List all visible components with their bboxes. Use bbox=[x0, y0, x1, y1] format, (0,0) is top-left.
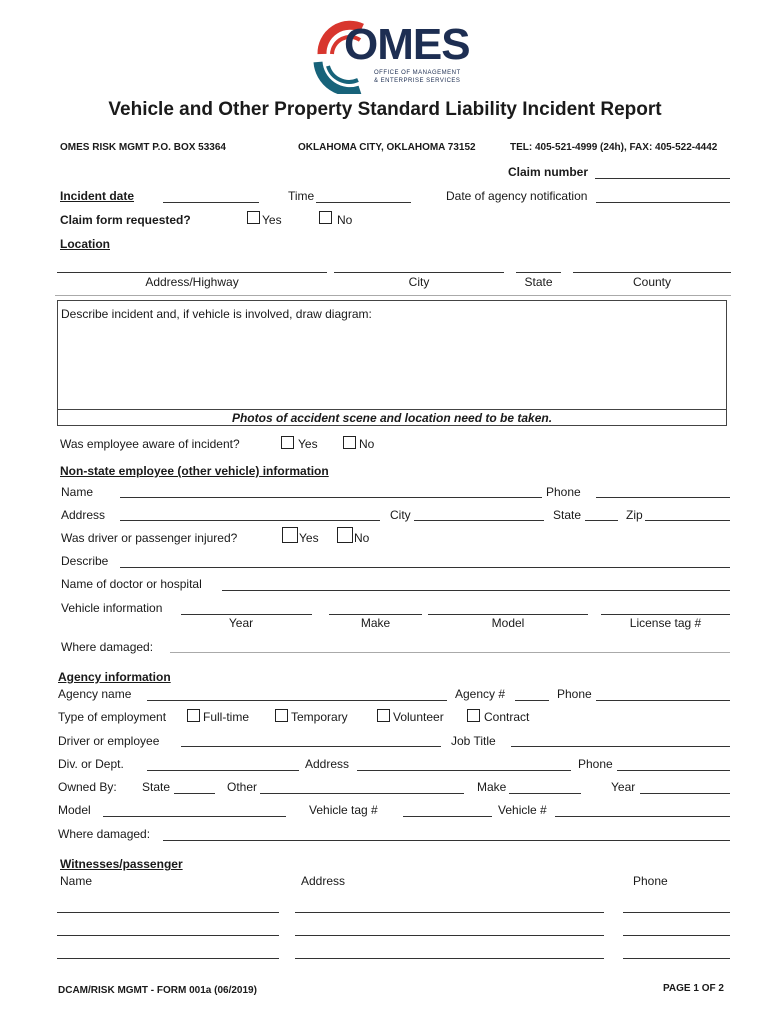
employment-type-label: Type of employment bbox=[58, 710, 167, 724]
non-state-heading: Non-state employee (other vehicle) information bbox=[60, 464, 329, 478]
witness-2-name-field[interactable] bbox=[57, 935, 279, 936]
temporary-label: Temporary bbox=[291, 710, 348, 724]
driver-employee-field[interactable] bbox=[181, 746, 441, 747]
driver-employee-label: Driver or employee bbox=[58, 734, 160, 748]
address-highway-label: Address/Highway bbox=[145, 275, 239, 289]
witness-1-phone-field[interactable] bbox=[623, 912, 730, 913]
volunteer-checkbox[interactable] bbox=[377, 709, 390, 722]
incident-time-label: Time bbox=[288, 189, 315, 203]
agency-damaged-field[interactable] bbox=[163, 840, 730, 841]
agency-year-field[interactable] bbox=[640, 793, 730, 794]
location-label: Location bbox=[60, 237, 110, 251]
injured-no-checkbox[interactable] bbox=[337, 527, 353, 543]
owned-other-field[interactable] bbox=[260, 793, 464, 794]
page-number: PAGE 1 OF 2 bbox=[663, 983, 724, 994]
vehicle-info-label: Vehicle information bbox=[61, 601, 163, 615]
incident-date-field[interactable] bbox=[163, 202, 259, 203]
non-state-name-field[interactable] bbox=[120, 497, 542, 498]
agency-phone-field[interactable] bbox=[596, 700, 730, 701]
location-city-label: City bbox=[408, 275, 430, 289]
agency-address-field[interactable] bbox=[357, 770, 571, 771]
non-state-state-label: State bbox=[553, 508, 582, 522]
agency-phone-label: Phone bbox=[557, 687, 592, 701]
vehicle-number-field[interactable] bbox=[555, 816, 730, 817]
volunteer-label: Volunteer bbox=[393, 710, 444, 724]
logo-tagline-1: OFFICE OF MANAGEMENT bbox=[374, 70, 461, 76]
claim-number-label: Claim number bbox=[508, 165, 589, 179]
agency-number-field[interactable] bbox=[515, 700, 549, 701]
witnesses-heading: Witnesses/passenger bbox=[60, 857, 183, 871]
page-title: Vehicle and Other Property Standard Liability Incident Report bbox=[108, 99, 662, 120]
non-state-address-field[interactable] bbox=[120, 520, 380, 521]
agency-year-label: Year bbox=[611, 780, 636, 794]
agency-notification-field[interactable] bbox=[596, 202, 730, 203]
location-county-field[interactable] bbox=[573, 272, 731, 273]
agency-name-label: Agency name bbox=[58, 687, 132, 701]
location-state-field[interactable] bbox=[516, 272, 561, 273]
witness-3-address-field[interactable] bbox=[295, 958, 604, 959]
vehicle-year-field[interactable] bbox=[181, 614, 312, 615]
div-dept-field[interactable] bbox=[147, 770, 299, 771]
claim-form-yes-label: Yes bbox=[262, 213, 282, 227]
agency-number-label: Agency # bbox=[455, 687, 506, 701]
witness-name-header: Name bbox=[60, 874, 93, 888]
contract-checkbox[interactable] bbox=[467, 709, 480, 722]
header-address: OMES RISK MGMT P.O. BOX 53364 bbox=[60, 142, 226, 153]
vehicle-year-label: Year bbox=[228, 616, 254, 630]
vehicle-tag-label: Vehicle tag # bbox=[309, 803, 378, 817]
claim-form-no-label: No bbox=[337, 213, 353, 227]
non-state-state-field[interactable] bbox=[585, 520, 618, 521]
non-state-zip-label: Zip bbox=[626, 508, 643, 522]
owned-by-label: Owned By: bbox=[58, 780, 117, 794]
owned-other-label: Other bbox=[227, 780, 258, 794]
location-county-label: County bbox=[632, 275, 672, 289]
owned-state-field[interactable] bbox=[174, 793, 215, 794]
agency-name-field[interactable] bbox=[147, 700, 447, 701]
witness-address-header: Address bbox=[301, 874, 346, 888]
header-contact: TEL: 405-521-4999 (24h), FAX: 405-522-4442 bbox=[510, 142, 718, 153]
injured-label: Was driver or passenger injured? bbox=[61, 531, 238, 545]
non-state-phone-label: Phone bbox=[546, 485, 581, 499]
witness-1-address-field[interactable] bbox=[295, 912, 604, 913]
agency-phone2-field[interactable] bbox=[617, 770, 730, 771]
location-divider bbox=[55, 295, 731, 296]
witness-3-phone-field[interactable] bbox=[623, 958, 730, 959]
agency-make-field[interactable] bbox=[509, 793, 581, 794]
claim-form-no-checkbox[interactable] bbox=[319, 211, 332, 224]
non-state-damaged-field[interactable] bbox=[170, 652, 730, 653]
vehicle-make-field[interactable] bbox=[329, 614, 422, 615]
job-title-label: Job Title bbox=[451, 734, 496, 748]
vehicle-number-label: Vehicle # bbox=[498, 803, 547, 817]
agency-model-field[interactable] bbox=[103, 816, 286, 817]
agency-phone2-label: Phone bbox=[578, 757, 613, 771]
agency-model-label: Model bbox=[58, 803, 91, 817]
describe-incident-label: Describe incident and, if vehicle is involved, draw diagram: bbox=[61, 307, 372, 321]
non-state-describe-label: Describe bbox=[61, 554, 109, 568]
non-state-city-field[interactable] bbox=[414, 520, 544, 521]
vehicle-license-field[interactable] bbox=[601, 614, 730, 615]
witness-1-name-field[interactable] bbox=[57, 912, 279, 913]
doctor-field[interactable] bbox=[222, 590, 730, 591]
vehicle-license-label: License tag # bbox=[629, 616, 702, 630]
div-dept-label: Div. or Dept. bbox=[58, 757, 124, 771]
location-state-label: State bbox=[524, 275, 553, 289]
witness-2-phone-field[interactable] bbox=[623, 935, 730, 936]
vehicle-tag-field[interactable] bbox=[403, 816, 492, 817]
employee-aware-no-label: No bbox=[359, 437, 375, 451]
vehicle-make-label: Make bbox=[360, 616, 391, 630]
incident-date-label: Incident date bbox=[60, 189, 135, 203]
employee-aware-yes-checkbox[interactable] bbox=[281, 436, 294, 449]
injured-no-label: No bbox=[354, 531, 370, 545]
describe-incident-box[interactable] bbox=[57, 300, 727, 426]
fulltime-label: Full-time bbox=[203, 710, 250, 724]
temporary-checkbox[interactable] bbox=[275, 709, 288, 722]
photos-note: Photos of accident scene and location need to be taken. bbox=[231, 411, 553, 425]
witness-3-name-field[interactable] bbox=[57, 958, 279, 959]
employee-aware-label: Was employee aware of incident? bbox=[60, 437, 240, 451]
employee-aware-no-checkbox[interactable] bbox=[343, 436, 356, 449]
witness-2-address-field[interactable] bbox=[295, 935, 604, 936]
non-state-address-label: Address bbox=[61, 508, 106, 522]
omes-logo bbox=[310, 14, 480, 94]
incident-time-field[interactable] bbox=[316, 202, 411, 203]
agency-make-label: Make bbox=[477, 780, 507, 794]
logo-wordmark: OMES bbox=[344, 20, 470, 69]
job-title-field[interactable] bbox=[511, 746, 730, 747]
non-state-name-label: Name bbox=[61, 485, 94, 499]
non-state-phone-field[interactable] bbox=[596, 497, 730, 498]
non-state-city-label: City bbox=[390, 508, 411, 522]
location-city-field[interactable] bbox=[334, 272, 504, 273]
claim-form-yes-checkbox[interactable] bbox=[247, 211, 260, 224]
claim-number-field[interactable] bbox=[595, 178, 730, 179]
owned-state-label: State bbox=[142, 780, 171, 794]
non-state-zip-field[interactable] bbox=[645, 520, 730, 521]
fulltime-checkbox[interactable] bbox=[187, 709, 200, 722]
vehicle-model-field[interactable] bbox=[428, 614, 588, 615]
witness-phone-header: Phone bbox=[633, 874, 668, 888]
non-state-describe-field[interactable] bbox=[120, 567, 730, 568]
agency-notification-label: Date of agency notification bbox=[446, 189, 588, 203]
form-number: DCAM/RISK MGMT - FORM 001a (06/2019) bbox=[58, 985, 257, 996]
injured-yes-checkbox[interactable] bbox=[282, 527, 298, 543]
doctor-label: Name of doctor or hospital bbox=[61, 577, 202, 591]
vehicle-model-label: Model bbox=[491, 616, 525, 630]
agency-address-label: Address bbox=[305, 757, 350, 771]
agency-damaged-label: Where damaged: bbox=[58, 827, 151, 841]
agency-heading: Agency information bbox=[58, 670, 171, 684]
employee-aware-yes-label: Yes bbox=[298, 437, 318, 451]
address-highway-field[interactable] bbox=[57, 272, 327, 273]
non-state-damaged-label: Where damaged: bbox=[61, 640, 154, 654]
claim-form-label: Claim form requested? bbox=[60, 213, 191, 227]
contract-label: Contract bbox=[484, 710, 530, 724]
logo-tagline-2: & ENTERPRISE SERVICES bbox=[374, 78, 461, 84]
header-city: OKLAHOMA CITY, OKLAHOMA 73152 bbox=[298, 142, 476, 153]
injured-yes-label: Yes bbox=[299, 531, 319, 545]
